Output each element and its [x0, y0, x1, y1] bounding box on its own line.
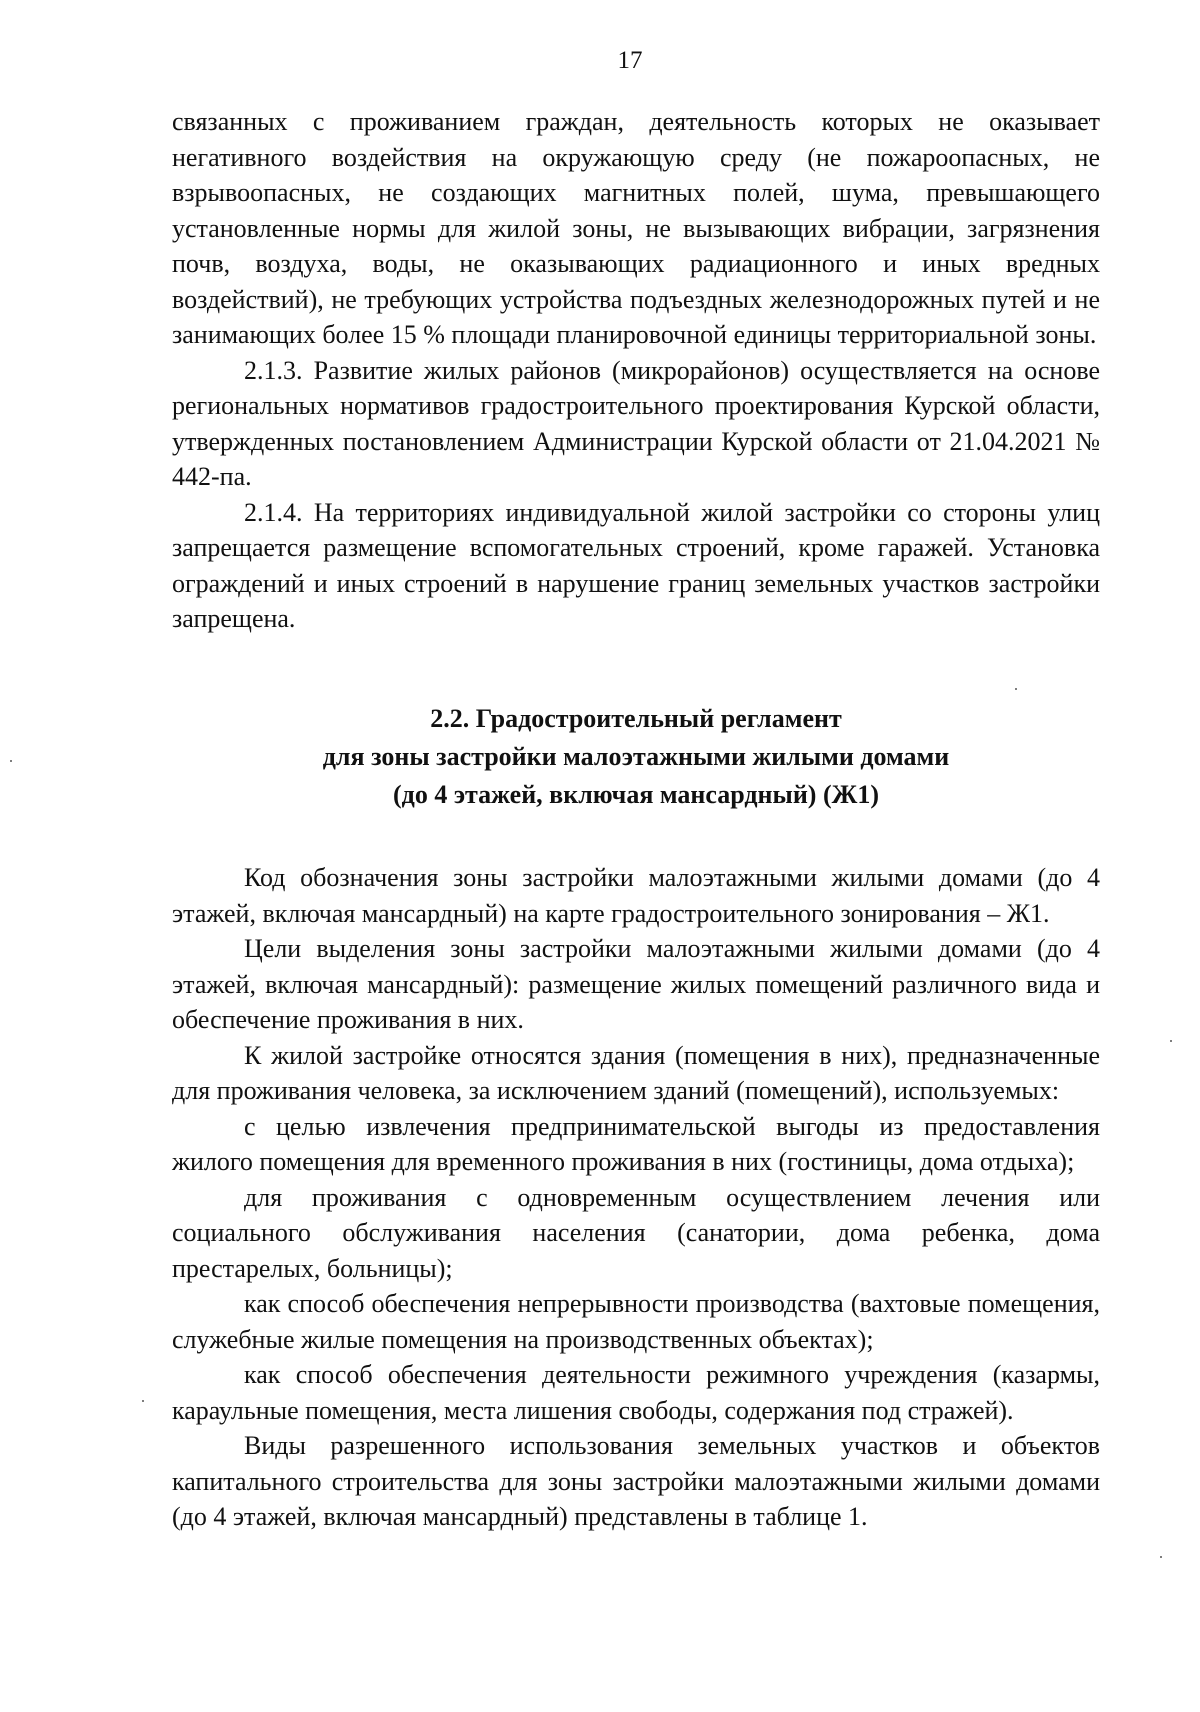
scan-speck: [1015, 688, 1017, 690]
list-item-hotels: с целью извлечения предпринимательской выгоды из предоставления жилого помещения для временного проживания в них (гостиницы, дома отдыха);: [172, 1111, 1100, 1176]
paragraph-2-1-4: 2.1.4. На территориях индивидуальной жилой застройки со стороны улиц запрещается размещение вспомогательных строений, кроме гаражей. Установка ограждений и иных строений в нарушение границ земельных участков застройки запрещена.: [172, 497, 1100, 633]
scan-speck: [1160, 1556, 1162, 1558]
page-number: 17: [617, 47, 643, 74]
section-heading-line-3: (до 4 этажей, включая мансардный) (Ж1): [393, 780, 879, 809]
section-heading-line-2: для зоны застройки малоэтажными жилыми домами: [322, 742, 950, 771]
list-item-production: как способ обеспечения непрерывности производства (вахтовые помещения, служебные жилые помещения на производственных объектах);: [172, 1289, 1100, 1354]
paragraph-residential-definition: К жилой застройке относятся здания (помещения в них), предназначенные для проживания человека, за исключением зданий (помещений), используемых:: [172, 1040, 1100, 1105]
list-item-treatment: для проживания с одновременным осуществлением лечения или социального обслуживания населения (санатории, дома ребенка, дома престарелых, больницы);: [172, 1182, 1100, 1283]
section-heading-line-1: 2.2. Градостроительный регламент: [430, 704, 842, 733]
bottom-text-block: [172, 860, 1100, 1535]
paragraph-zone-code: Код обозначения зоны застройки малоэтажными жилыми домами (до 4 этажей, включая мансардный) на карте градостроительного зонирования – Ж1.: [172, 863, 1100, 928]
scan-speck: [1170, 1040, 1172, 1042]
scan-speck: [10, 760, 12, 762]
paragraph-zone-goals: Цели выделения зоны застройки малоэтажными жилыми домами (до 4 этажей, включая мансардный): размещение жилых помещений различного вида и обеспечение проживания в них.: [172, 934, 1100, 1034]
section-heading: [172, 700, 1100, 814]
paragraph-continuation: связанных с проживанием граждан, деятельность которых не оказывает негативного воздействия на окружающую среду (не пожароопасных, не взрывоопасных, не создающих магнитных полей, шума, превышающего установленные нормы для жилой зоны, не вызывающих вибрации, загрязнения почв, воздуха, воды, не оказывающих радиационного и иных вредных воздействий), не требующих устройства подъездных железнодорожных путей и не занимающих более 15 % площади планировочной единицы территориальной зоны.: [172, 107, 1100, 349]
paragraph-permitted-use: Виды разрешенного использования земельных участков и объектов капитального строительства для зоны застройки малоэтажными жилыми домами (до 4 этажей, включая мансардный) представлены в таблице 1.: [172, 1431, 1100, 1531]
top-text-block: [172, 104, 1100, 637]
scan-speck: [142, 1400, 144, 1402]
list-item-regime-institution: как способ обеспечения деятельности режимного учреждения (казармы, караульные помещения, места лишения свободы, содержания под стражей).: [172, 1360, 1100, 1425]
paragraph-2-1-3: 2.1.3. Развитие жилых районов (микрорайонов) осуществляется на основе региональных нормативов градостроительного проектирования Курской области, утвержденных постановлением Администрации Курской области от 21.04.2021 № 442-па.: [172, 355, 1100, 491]
